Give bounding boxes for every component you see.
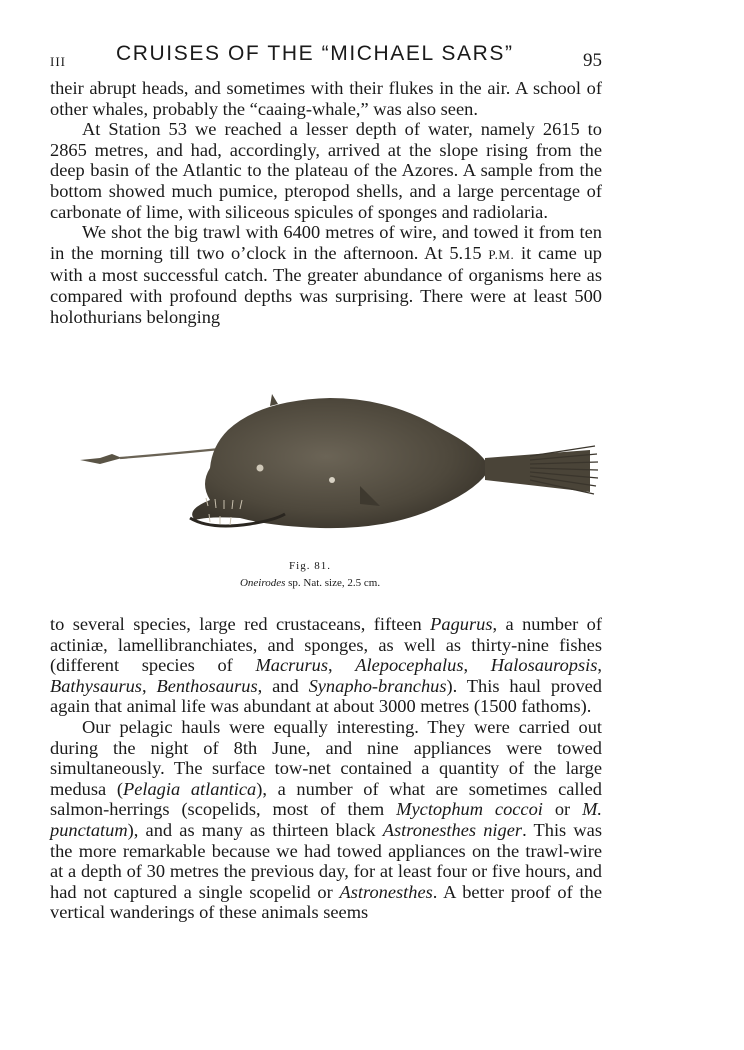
figure-caption — [60, 577, 560, 589]
paragraph-station-53: At Station 53 we reached a lesser depth of water, namely 2615 to 2865 metres, and had, accordingly, arrived at the slope rising from the deep basin of the Atlantic to the plateau of the Azores. A sample from the bottom showed much pumice, pteropod shells, and a large percentage of carbonate of lime, with siliceous spicules of sponges and radiolaria. — [50, 119, 602, 222]
lure-bulb — [80, 454, 122, 464]
species-name: M. punctatum — [50, 799, 602, 840]
text-run: or — [542, 799, 583, 820]
species-name: Halosauropsis — [490, 655, 598, 676]
figure-label: Fig. 81. — [289, 560, 331, 572]
species-name: Pagurus — [430, 614, 493, 634]
caption-details: sp. Nat. size, 2.5 cm. — [285, 577, 381, 589]
species-name: Astronesthes niger — [382, 819, 523, 840]
text-run: , — [463, 655, 491, 676]
body-spot — [329, 477, 335, 483]
figure-81 — [60, 388, 600, 594]
species-name: Macrurus — [255, 655, 328, 676]
paragraph-whales: their abrupt heads, and sometimes with their flukes in the air. A school of other whales, probably the “caaing-whale,” was also seen. — [50, 78, 602, 119]
species-name: Pelagia atlantica — [122, 778, 257, 799]
text-run: , and — [257, 675, 309, 696]
text-run: , a number of actiniæ, lamellibranchiates, and sponges, as well as thirty-nine fishes (different species of — [50, 614, 602, 676]
species-name: Synapho-branchus — [308, 675, 447, 696]
text-run: We shot the big trawl with 6400 metres of wire, and towed it from ten in the morning till two o’clock in the afternoon. At 5.15 — [50, 222, 602, 263]
fish-eye — [257, 465, 264, 472]
paragraph-big-trawl — [50, 222, 602, 327]
text-run: to several species, large red crustaceans, fifteen — [50, 614, 431, 634]
species-name: Benthosaurus — [156, 675, 258, 696]
species-name: Myctophum coccoi — [396, 799, 543, 820]
text-run: ), and as many as thirteen black — [127, 819, 383, 840]
paragraph-pelagic-hauls — [50, 717, 602, 923]
text-run: Our pelagic hauls were equally interesting. They were carried out during the night of 8th June, and nine appliances were towed simultaneously. The surface tow-net contained a quantity of the large medusa ( — [50, 716, 602, 799]
chapter-number: III — [50, 54, 66, 69]
running-title: CRUISES OF THE “MICHAEL SARS” — [116, 42, 514, 65]
species-name: Astronesthes — [339, 881, 433, 902]
text-block-bottom — [50, 614, 602, 923]
species-name: Alepocephalus — [355, 655, 464, 676]
text-block-top — [50, 78, 602, 327]
text-run: , — [328, 655, 356, 676]
caption-species: Oneirodes — [239, 577, 286, 589]
species-name: Bathysaurus — [50, 675, 142, 696]
text-run: , — [597, 655, 603, 676]
paragraph-species — [50, 614, 602, 717]
fish-body — [192, 398, 490, 528]
text-run: . This was the more remarkable because we had towed appliances on the trawl-wire at a depth of 30 metres the previous day, for at least four or five hours, and had not captured a single scopelid or — [50, 819, 603, 902]
page-header — [50, 42, 602, 72]
dorsal-spine — [270, 394, 278, 406]
text-run: , — [141, 675, 157, 696]
text-run: ), a number of what are sometimes called salmon-herrings (scopelids, most of them — [50, 778, 602, 820]
text-run: ). This haul proved again that animal life was abundant at about 3000 metres (1500 fathoms). — [50, 675, 602, 717]
anglerfish-illustration — [60, 388, 600, 558]
page-number: 95 — [583, 50, 602, 71]
text-run: it came up with a most successful catch. The greater abundance of organisms here as compared with profound depths was surprising. There were at least 500 holothurians belonging — [50, 242, 602, 327]
time-suffix: P.M. — [488, 246, 515, 262]
text-run: . A better proof of the vertical wanderings of these animals seems — [50, 881, 602, 923]
